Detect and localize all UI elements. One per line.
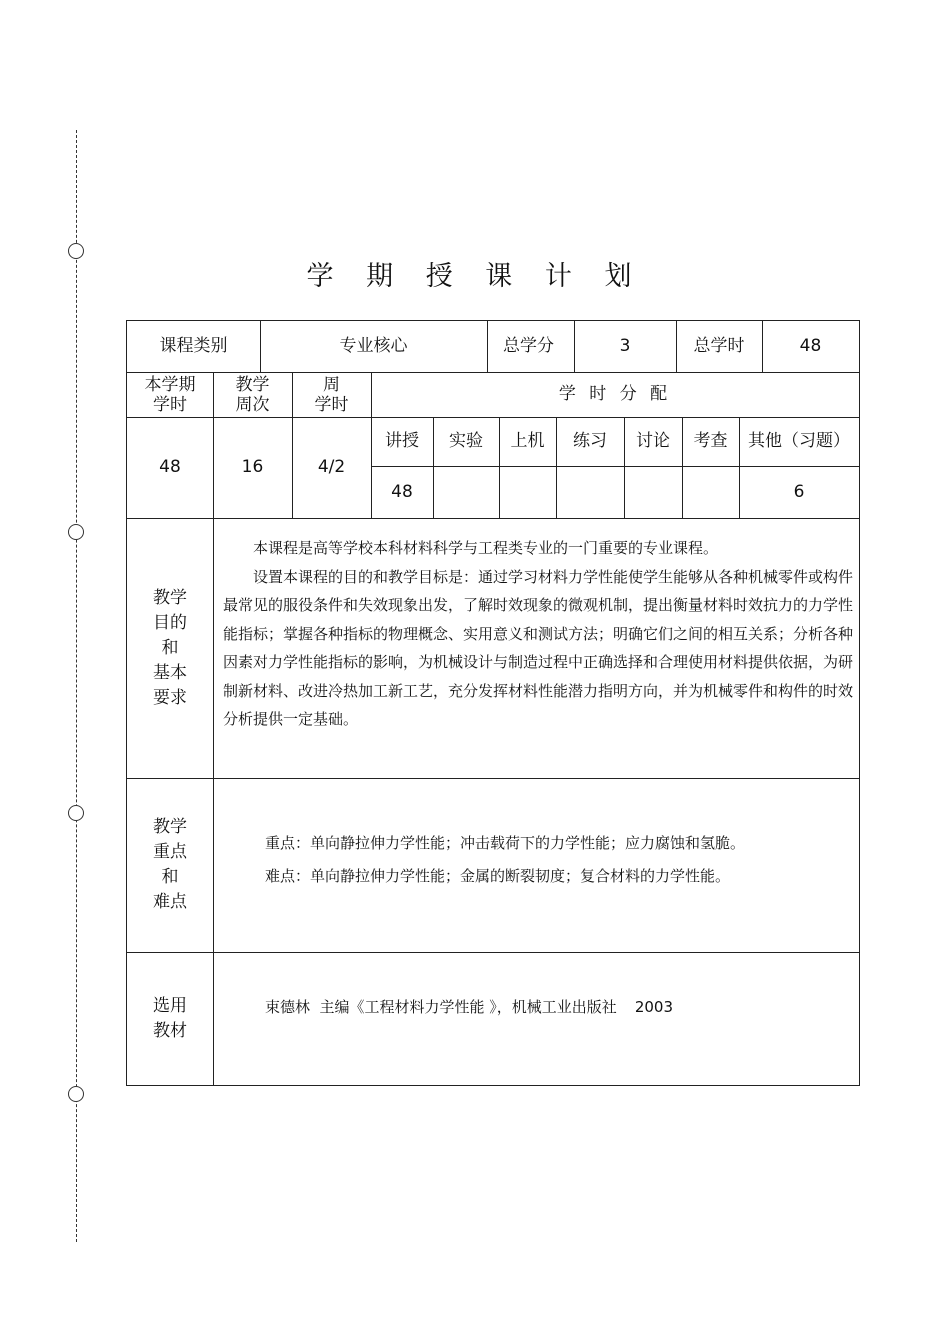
- textbook-text: [265, 991, 855, 1024]
- textbook-year: 2003: [634, 998, 673, 1016]
- dist-value-discussion: [624, 466, 682, 518]
- objectives-paragraph: 本课程是高等学校本科材料科学与工程类专业的一门重要的专业课程。: [253, 539, 719, 557]
- dist-col-other: 其他（习题）: [748, 431, 850, 451]
- binding-hole-icon: [68, 524, 84, 540]
- binding-hole-icon: [68, 805, 84, 821]
- dist-col-assessment: 考查: [693, 431, 728, 451]
- objectives-label: 教学 目的 和 基本 要求: [153, 587, 187, 708]
- document-title: 学 期 授 课 计 划: [306, 261, 644, 292]
- key-points-text: [265, 827, 855, 893]
- binding-dashed-line: [76, 130, 77, 1242]
- binding-hole-icon: [68, 1086, 84, 1102]
- dist-col-lecture: 讲授: [385, 431, 419, 451]
- course-plan-form: [126, 320, 860, 1086]
- objectives-paragraph: 设置本课程的目的和教学目标是：通过学习材料力学性能使学生能够从各种机械零件或构件最常见的服役条件和失效现象出发，了解时效现象的微观机制，提出衡量材料时效抗力的力学性能指标；掌握各种指标的物理概念、实用意义和测试方法；明确它们之间的相互关系；分析各种因素对力学性能指标的影响，为机械设计与制造过程中正确选择和合理使用材料提供依据，为研制新材料、改进冷热加工新工艺，充分发挥材料性能潜力指明方向，并为机械零件和构件的时效分析提供一定基础。: [223, 567, 854, 728]
- dist-value-exercise: [556, 466, 624, 518]
- teaching-weeks-label: 教学 周次: [235, 374, 270, 415]
- hours-label: 总学时: [693, 336, 745, 356]
- textbook-label: 选用 教材: [153, 995, 187, 1041]
- category-label: 课程类别: [159, 336, 228, 356]
- semester-hours-label: 本学期 学时: [144, 374, 196, 415]
- emphasis-line: 重点：单向静拉伸力学性能；冲击载荷下的力学性能；应力腐蚀和氢脆。: [265, 834, 746, 852]
- category-value: 专业核心: [339, 336, 408, 356]
- dist-value-lecture: 48: [391, 481, 413, 502]
- dist-col-discussion: 讨论: [636, 431, 670, 451]
- teaching-weeks-value: 16: [241, 457, 264, 477]
- dist-value-computer: [499, 466, 556, 518]
- hours-distribution-label: 学 时 分 配: [558, 384, 672, 404]
- objectives-text: [223, 534, 853, 734]
- hours-value: 48: [799, 336, 822, 356]
- semester-hours-value: 48: [159, 457, 181, 477]
- dist-col-exercise: 练习: [573, 431, 607, 451]
- credits-label: 总学分: [503, 336, 554, 356]
- dist-value-experiment: [433, 466, 499, 518]
- textbook-value: 束德林 主编《工程材料力学性能 》，机械工业出版社: [265, 998, 617, 1016]
- weekly-hours-value: 4/2: [317, 457, 346, 477]
- dist-col-computer: 上机: [510, 431, 545, 451]
- weekly-hours-label: 周 学时: [314, 374, 349, 415]
- credits-value: 3: [619, 336, 631, 356]
- dist-value-assessment: [682, 466, 739, 518]
- difficulty-line: 难点：单向静拉伸力学性能；金属的断裂韧度；复合材料的力学性能。: [265, 867, 731, 885]
- key-points-label: 教学 重点 和 难点: [153, 817, 187, 912]
- dist-value-other: 6: [793, 481, 805, 502]
- dist-col-experiment: 实验: [449, 431, 483, 451]
